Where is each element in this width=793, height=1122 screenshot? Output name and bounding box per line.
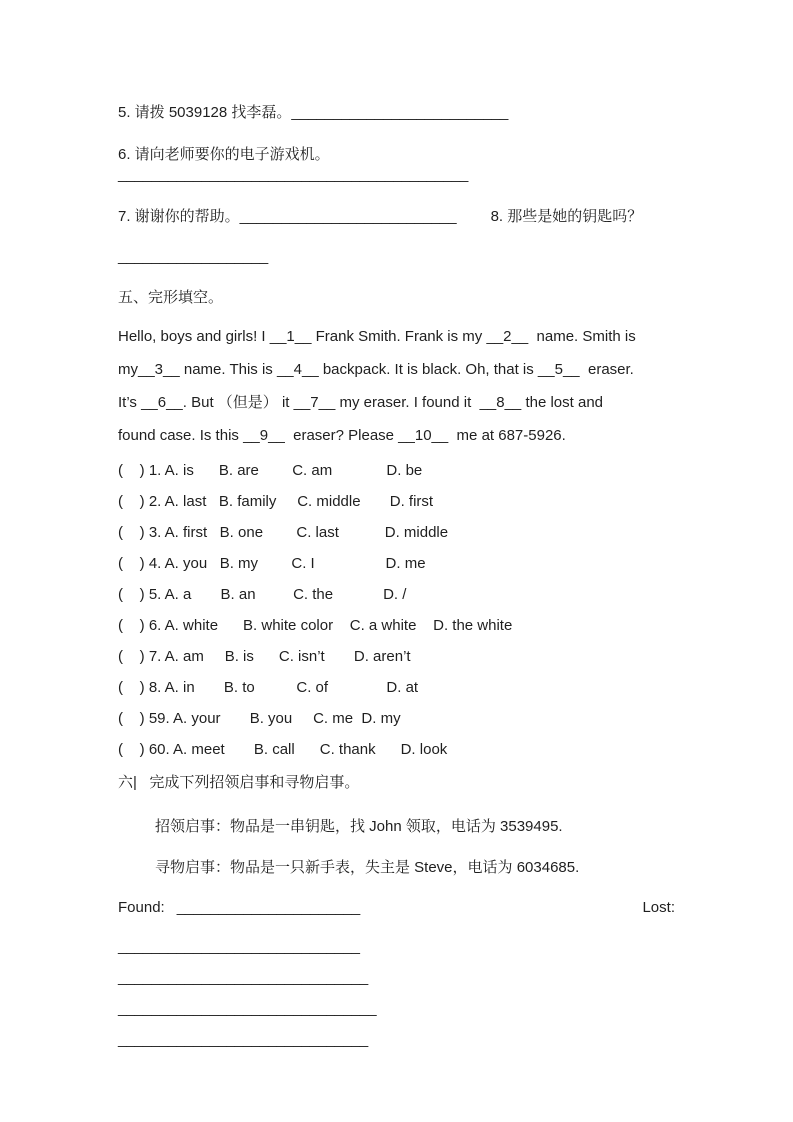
cloze-option-8: ( ) 8. A. in B. to C. of D. at bbox=[118, 679, 419, 696]
found-label: Found: bbox=[118, 899, 165, 916]
cloze-option-6: ( ) 6. A. white B. white color C. a white D. the white bbox=[118, 617, 513, 634]
cloze-paragraph-line-2: my__3__ name. This is __4__ backpack. It is black. Oh, that is __5__ eraser. bbox=[118, 361, 634, 378]
section-5-title: 五、完形填空。 bbox=[118, 289, 224, 306]
found-group bbox=[118, 898, 360, 918]
question-8-answer-blank: __________________ bbox=[118, 248, 269, 265]
cloze-option-59: ( ) 59. A. your B. you C. me D. my bbox=[118, 710, 401, 727]
cloze-option-1: ( ) 1. A. is B. are C. am D. be bbox=[118, 462, 423, 479]
found-lost-row bbox=[118, 898, 675, 918]
cloze-paragraph-line-3: It’s __6__. But （但是） it __7__ my eraser. I found it __8__ the lost and bbox=[118, 394, 604, 411]
lost-label: Lost: bbox=[642, 899, 675, 916]
question-7: 7. 谢谢你的帮助。__________________________ bbox=[118, 208, 457, 225]
cloze-paragraph-line-4: found case. Is this __9__ eraser? Please __10__ me at 687-5926. bbox=[118, 427, 566, 444]
question-8: 8. 那些是她的钥匙吗？ bbox=[490, 208, 643, 225]
question-6: 6. 请向老师要你的电子游戏机。__________________________________________ bbox=[118, 146, 469, 183]
cloze-option-2: ( ) 2. A. last B. family C. middle D. first bbox=[118, 493, 434, 510]
answer-blank-line-3: _______________________________ bbox=[118, 1000, 377, 1017]
cloze-option-3: ( ) 3. A. first B. one C. last D. middle bbox=[118, 524, 449, 541]
cloze-option-60: ( ) 60. A. meet B. call C. thank D. look bbox=[118, 741, 448, 758]
found-notice-instructions: 招领启事：物品是一串钥匙，找 John 领取，电话为 3539495. bbox=[155, 818, 563, 835]
answer-blank-line-1: _____________________________ bbox=[118, 938, 360, 955]
answer-blank-line-2: ______________________________ bbox=[118, 969, 369, 986]
answer-blank-line-4: ______________________________ bbox=[118, 1031, 369, 1048]
cloze-option-7: ( ) 7. A. am B. is C. isn’t D. aren’t bbox=[118, 648, 411, 665]
cloze-option-5: ( ) 5. A. a B. an C. the D. / bbox=[118, 586, 407, 603]
cloze-option-4: ( ) 4. A. you B. my C. I D. me bbox=[118, 555, 426, 572]
found-blank: ______________________ bbox=[176, 899, 361, 916]
section-6-title: 六| 完成下列招领启事和寻物启事。 bbox=[118, 774, 360, 791]
question-5: 5. 请拨 5039128 找李磊。__________________________ bbox=[118, 104, 509, 121]
lost-notice-instructions: 寻物启事：物品是一只新手表，失主是 Steve，电话为 6034685. bbox=[155, 859, 580, 876]
cloze-paragraph-line-1: Hello, boys and girls! I __1__ Frank Smith. Frank is my __2__ name. Smith is bbox=[118, 328, 636, 345]
question-7-8-row bbox=[118, 207, 675, 227]
